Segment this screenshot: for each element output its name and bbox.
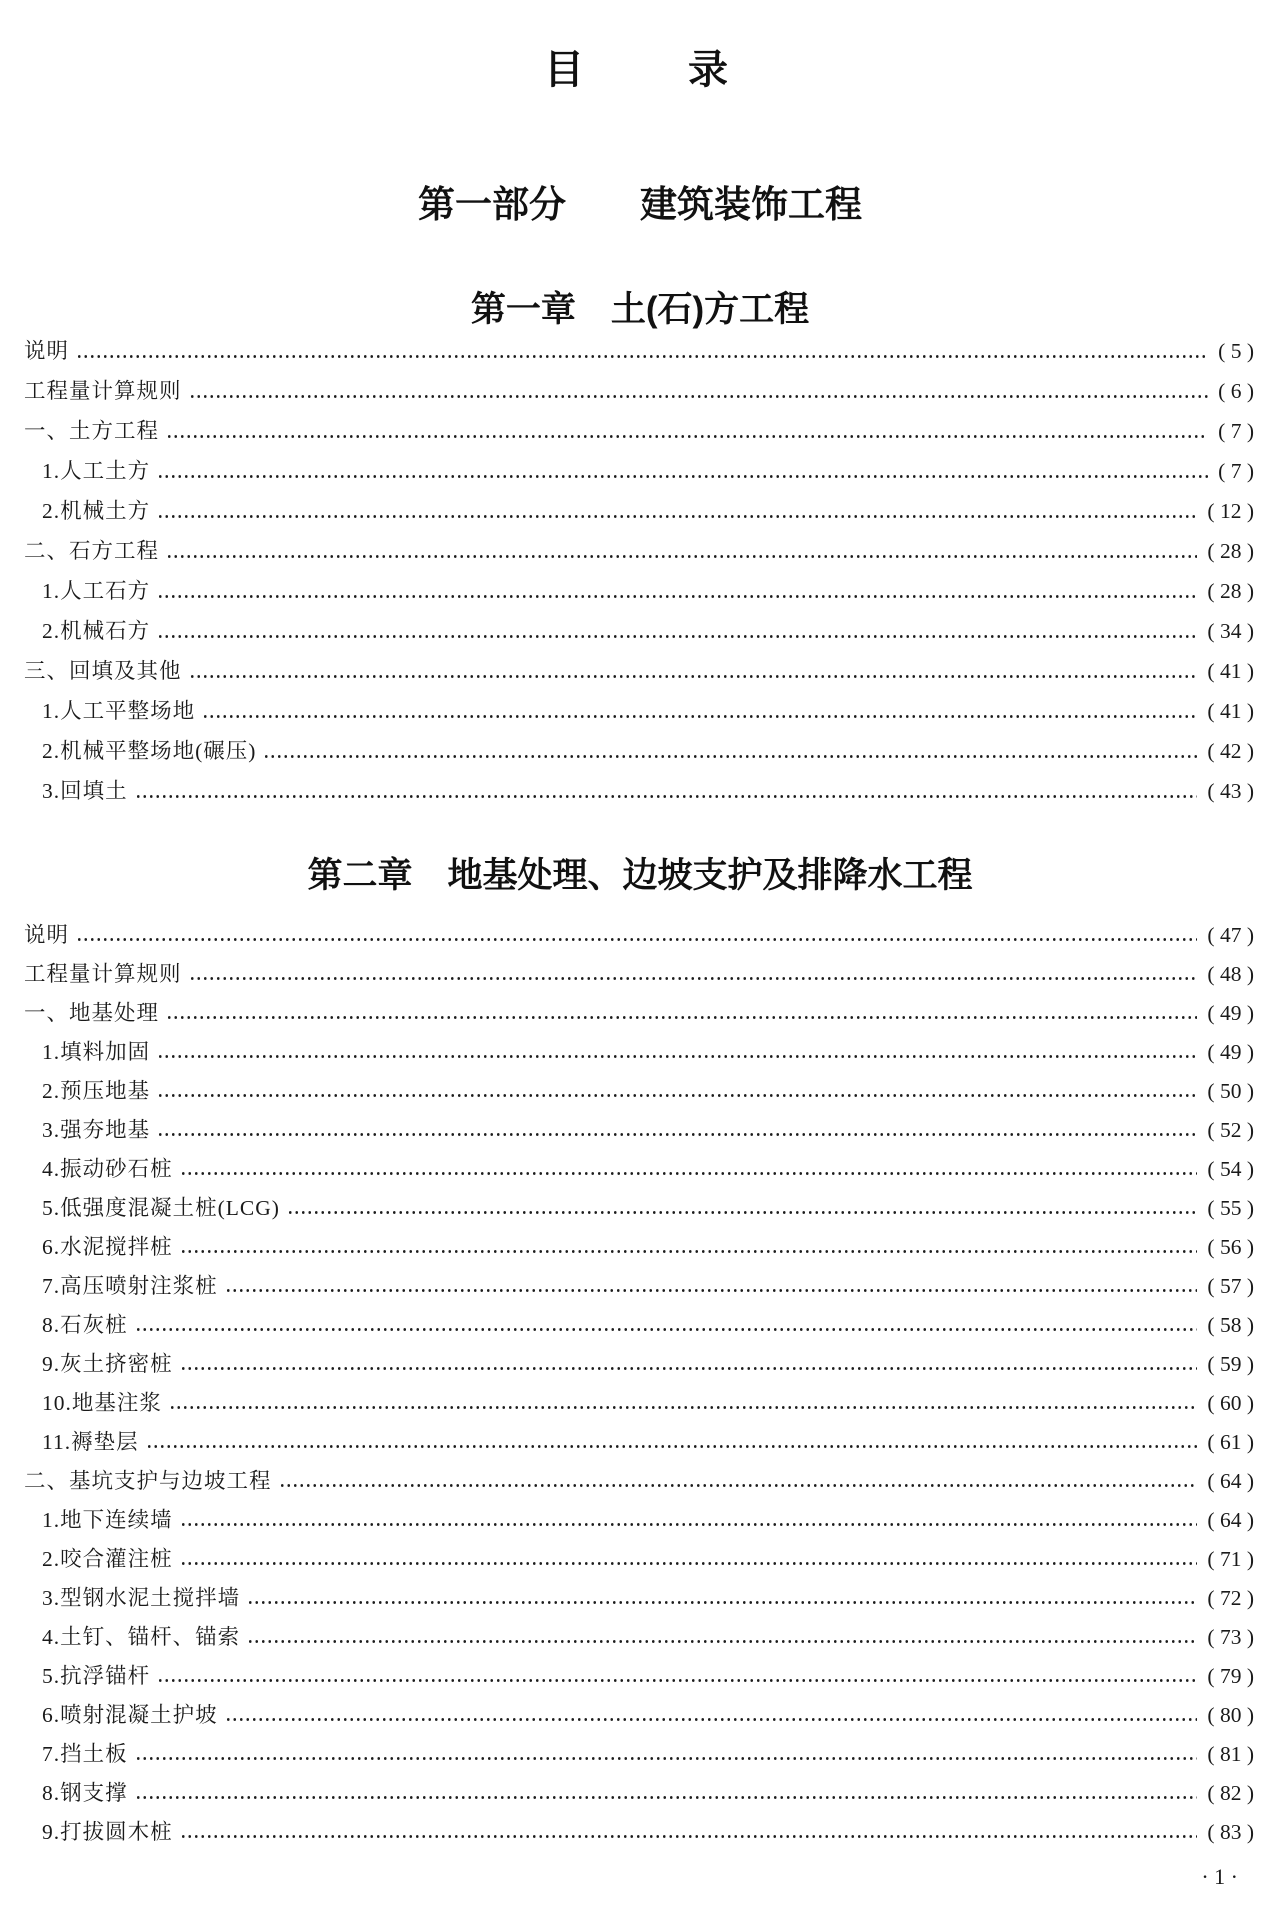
toc-row bbox=[24, 332, 1254, 372]
dotted-leader bbox=[225, 1289, 1198, 1292]
toc-row bbox=[24, 772, 1254, 812]
dotted-leader bbox=[135, 795, 1198, 798]
toc-row bbox=[24, 1618, 1254, 1657]
dotted-leader bbox=[135, 1757, 1198, 1760]
dotted-leader bbox=[263, 755, 1197, 758]
toc-row bbox=[24, 492, 1254, 532]
toc-row bbox=[24, 532, 1254, 572]
toc-row bbox=[24, 412, 1254, 452]
toc-row bbox=[24, 452, 1254, 492]
toc-entry-label: 4.振动砂石桩 bbox=[42, 1156, 173, 1181]
dotted-leader bbox=[157, 1094, 1197, 1097]
toc-row bbox=[24, 1501, 1254, 1540]
toc-entry-page-number: ( 54 ) bbox=[1207, 1156, 1254, 1181]
toc-row bbox=[24, 1072, 1254, 1111]
toc-row bbox=[24, 1813, 1254, 1852]
page-number-footer: · 1 · bbox=[1201, 1864, 1238, 1889]
dotted-leader bbox=[157, 635, 1197, 638]
toc-entry-page-number: ( 57 ) bbox=[1207, 1273, 1254, 1298]
toc-row bbox=[24, 1306, 1254, 1345]
toc-entry-label: 6.水泥搅拌桩 bbox=[42, 1234, 173, 1259]
toc-entry-page-number: ( 83 ) bbox=[1207, 1819, 1254, 1844]
toc-entry-page-number: ( 34 ) bbox=[1207, 619, 1254, 644]
chapter-2-toc-list bbox=[24, 916, 1254, 1852]
dotted-leader bbox=[189, 395, 1209, 398]
toc-entry-label: 8.石灰桩 bbox=[42, 1312, 128, 1337]
toc-row bbox=[24, 1462, 1254, 1501]
toc-entry-page-number: ( 72 ) bbox=[1207, 1585, 1254, 1610]
toc-row bbox=[24, 1189, 1254, 1228]
toc-entry-label: 4.土钉、锚杆、锚索 bbox=[42, 1624, 241, 1649]
dotted-leader bbox=[135, 1328, 1198, 1331]
dotted-leader bbox=[135, 1796, 1198, 1799]
toc-entry-label: 1.人工平整场地 bbox=[42, 699, 196, 724]
dotted-leader bbox=[247, 1601, 1197, 1604]
toc-row bbox=[24, 1345, 1254, 1384]
toc-entry-label: 一、地基处理 bbox=[24, 1000, 160, 1025]
toc-entry-page-number: ( 6 ) bbox=[1218, 379, 1254, 404]
toc-entry-page-number: ( 59 ) bbox=[1207, 1351, 1254, 1376]
toc-entry-page-number: ( 71 ) bbox=[1207, 1546, 1254, 1571]
toc-row bbox=[24, 1228, 1254, 1267]
toc-entry-label: 3.强夯地基 bbox=[42, 1117, 151, 1142]
dotted-leader bbox=[279, 1484, 1198, 1487]
toc-entry-label: 6.喷射混凝土护坡 bbox=[42, 1702, 218, 1727]
toc-row bbox=[24, 1579, 1254, 1618]
toc-row bbox=[24, 1150, 1254, 1189]
toc-row bbox=[24, 955, 1254, 994]
toc-entry-label: 二、基坑支护与边坡工程 bbox=[24, 1468, 272, 1493]
toc-entry-label: 7.挡土板 bbox=[42, 1741, 128, 1766]
dotted-leader bbox=[189, 977, 1198, 980]
toc-entry-label: 7.高压喷射注浆桩 bbox=[42, 1273, 218, 1298]
toc-entry-page-number: ( 56 ) bbox=[1207, 1234, 1254, 1259]
dotted-leader bbox=[180, 1562, 1198, 1565]
toc-row bbox=[24, 1111, 1254, 1150]
dotted-leader bbox=[247, 1640, 1197, 1643]
toc-entry-label: 1.填料加固 bbox=[42, 1039, 151, 1064]
toc-entry-page-number: ( 64 ) bbox=[1207, 1468, 1254, 1493]
toc-entry-label: 11.褥垫层 bbox=[42, 1429, 139, 1454]
toc-entry-label: 2.机械平整场地(碾压) bbox=[42, 739, 257, 764]
dotted-leader bbox=[166, 555, 1197, 558]
toc-entry-label: 9.灰土挤密桩 bbox=[42, 1351, 173, 1376]
dotted-leader bbox=[157, 1133, 1197, 1136]
toc-entry-page-number: ( 52 ) bbox=[1207, 1117, 1254, 1142]
toc-entry-page-number: ( 61 ) bbox=[1207, 1429, 1254, 1454]
toc-entry-label: 3.回填土 bbox=[42, 779, 128, 804]
chapter-1-toc-list bbox=[24, 332, 1254, 812]
dotted-leader bbox=[166, 435, 1208, 438]
toc-entry-label: 5.抗浮锚杆 bbox=[42, 1663, 151, 1688]
dotted-leader bbox=[180, 1835, 1198, 1838]
toc-entry-page-number: ( 73 ) bbox=[1207, 1624, 1254, 1649]
toc-entry-label: 说明 bbox=[24, 339, 70, 364]
dotted-leader bbox=[166, 1016, 1197, 1019]
dotted-leader bbox=[157, 475, 1208, 478]
dotted-leader bbox=[180, 1523, 1198, 1526]
toc-entry-label: 9.打拔圆木桩 bbox=[42, 1819, 173, 1844]
toc-entry-page-number: ( 43 ) bbox=[1207, 779, 1254, 804]
dotted-leader bbox=[146, 1445, 1198, 1448]
toc-entry-label: 2.咬合灌注桩 bbox=[42, 1546, 173, 1571]
toc-row bbox=[24, 1540, 1254, 1579]
toc-row bbox=[24, 1267, 1254, 1306]
toc-entry-page-number: ( 50 ) bbox=[1207, 1078, 1254, 1103]
toc-entry-page-number: ( 28 ) bbox=[1207, 579, 1254, 604]
toc-entry-label: 工程量计算规则 bbox=[24, 379, 182, 404]
dotted-leader bbox=[76, 938, 1197, 941]
toc-entry-page-number: ( 49 ) bbox=[1207, 1000, 1254, 1025]
toc-row bbox=[24, 1774, 1254, 1813]
dotted-leader bbox=[189, 675, 1198, 678]
toc-entry-page-number: ( 49 ) bbox=[1207, 1039, 1254, 1064]
chapter-1-heading: 第一章 土(石)方工程 bbox=[470, 290, 810, 329]
toc-entry-label: 10.地基注浆 bbox=[42, 1390, 162, 1415]
toc-entry-page-number: ( 41 ) bbox=[1207, 659, 1254, 684]
toc-entry-page-number: ( 58 ) bbox=[1207, 1312, 1254, 1337]
toc-entry-page-number: ( 7 ) bbox=[1218, 459, 1254, 484]
toc-entry-page-number: ( 55 ) bbox=[1207, 1195, 1254, 1220]
chapter-2-heading: 第二章 地基处理、边坡支护及排降水工程 bbox=[307, 856, 973, 895]
toc-row bbox=[24, 612, 1254, 652]
toc-entry-label: 1.人工土方 bbox=[42, 459, 151, 484]
toc-entry-label: 2.机械土方 bbox=[42, 499, 151, 524]
toc-row bbox=[24, 1033, 1254, 1072]
toc-row bbox=[24, 1423, 1254, 1462]
toc-entry-page-number: ( 48 ) bbox=[1207, 961, 1254, 986]
dotted-leader bbox=[169, 1406, 1198, 1409]
toc-entry-page-number: ( 81 ) bbox=[1207, 1741, 1254, 1766]
toc-entry-page-number: ( 82 ) bbox=[1207, 1780, 1254, 1805]
dotted-leader bbox=[202, 715, 1197, 718]
dotted-leader bbox=[157, 1055, 1197, 1058]
toc-entry-label: 8.钢支撑 bbox=[42, 1780, 128, 1805]
dotted-leader bbox=[180, 1172, 1198, 1175]
toc-row bbox=[24, 732, 1254, 772]
toc-entry-page-number: ( 5 ) bbox=[1218, 339, 1254, 364]
toc-row bbox=[24, 572, 1254, 612]
toc-row bbox=[24, 692, 1254, 732]
dotted-leader bbox=[225, 1718, 1198, 1721]
toc-entry-page-number: ( 42 ) bbox=[1207, 739, 1254, 764]
dotted-leader bbox=[76, 355, 1208, 358]
toc-entry-page-number: ( 64 ) bbox=[1207, 1507, 1254, 1532]
toc-entry-page-number: ( 47 ) bbox=[1207, 922, 1254, 947]
dotted-leader bbox=[180, 1367, 1198, 1370]
toc-entry-label: 2.预压地基 bbox=[42, 1078, 151, 1103]
toc-entry-label: 1.人工石方 bbox=[42, 579, 151, 604]
toc-entry-label: 三、回填及其他 bbox=[24, 659, 182, 684]
toc-entry-page-number: ( 80 ) bbox=[1207, 1702, 1254, 1727]
toc-entry-label: 工程量计算规则 bbox=[24, 961, 182, 986]
toc-row bbox=[24, 652, 1254, 692]
toc-entry-label: 2.机械石方 bbox=[42, 619, 151, 644]
toc-row bbox=[24, 1657, 1254, 1696]
toc-entry-page-number: ( 41 ) bbox=[1207, 699, 1254, 724]
dotted-leader bbox=[157, 595, 1197, 598]
dotted-leader bbox=[180, 1250, 1198, 1253]
part-1-heading: 第一部分 建筑装饰工程 bbox=[418, 184, 862, 225]
toc-entry-label: 3.型钢水泥土搅拌墙 bbox=[42, 1585, 241, 1610]
dotted-leader bbox=[157, 515, 1197, 518]
dotted-leader bbox=[287, 1211, 1197, 1214]
toc-entry-label: 一、土方工程 bbox=[24, 419, 160, 444]
toc-row bbox=[24, 916, 1254, 955]
toc-entry-page-number: ( 28 ) bbox=[1207, 539, 1254, 564]
toc-row bbox=[24, 1384, 1254, 1423]
toc-entry-page-number: ( 7 ) bbox=[1218, 419, 1254, 444]
toc-title: 目 录 bbox=[544, 48, 736, 92]
toc-row bbox=[24, 994, 1254, 1033]
toc-row bbox=[24, 1735, 1254, 1774]
toc-entry-label: 5.低强度混凝土桩(LCG) bbox=[42, 1195, 280, 1220]
toc-entry-label: 1.地下连续墙 bbox=[42, 1507, 173, 1532]
toc-row bbox=[24, 372, 1254, 412]
toc-row bbox=[24, 1696, 1254, 1735]
toc-entry-label: 二、石方工程 bbox=[24, 539, 160, 564]
toc-entry-page-number: ( 79 ) bbox=[1207, 1663, 1254, 1688]
toc-entry-label: 说明 bbox=[24, 922, 70, 947]
dotted-leader bbox=[157, 1679, 1197, 1682]
toc-entry-page-number: ( 12 ) bbox=[1207, 499, 1254, 524]
toc-entry-page-number: ( 60 ) bbox=[1207, 1390, 1254, 1415]
